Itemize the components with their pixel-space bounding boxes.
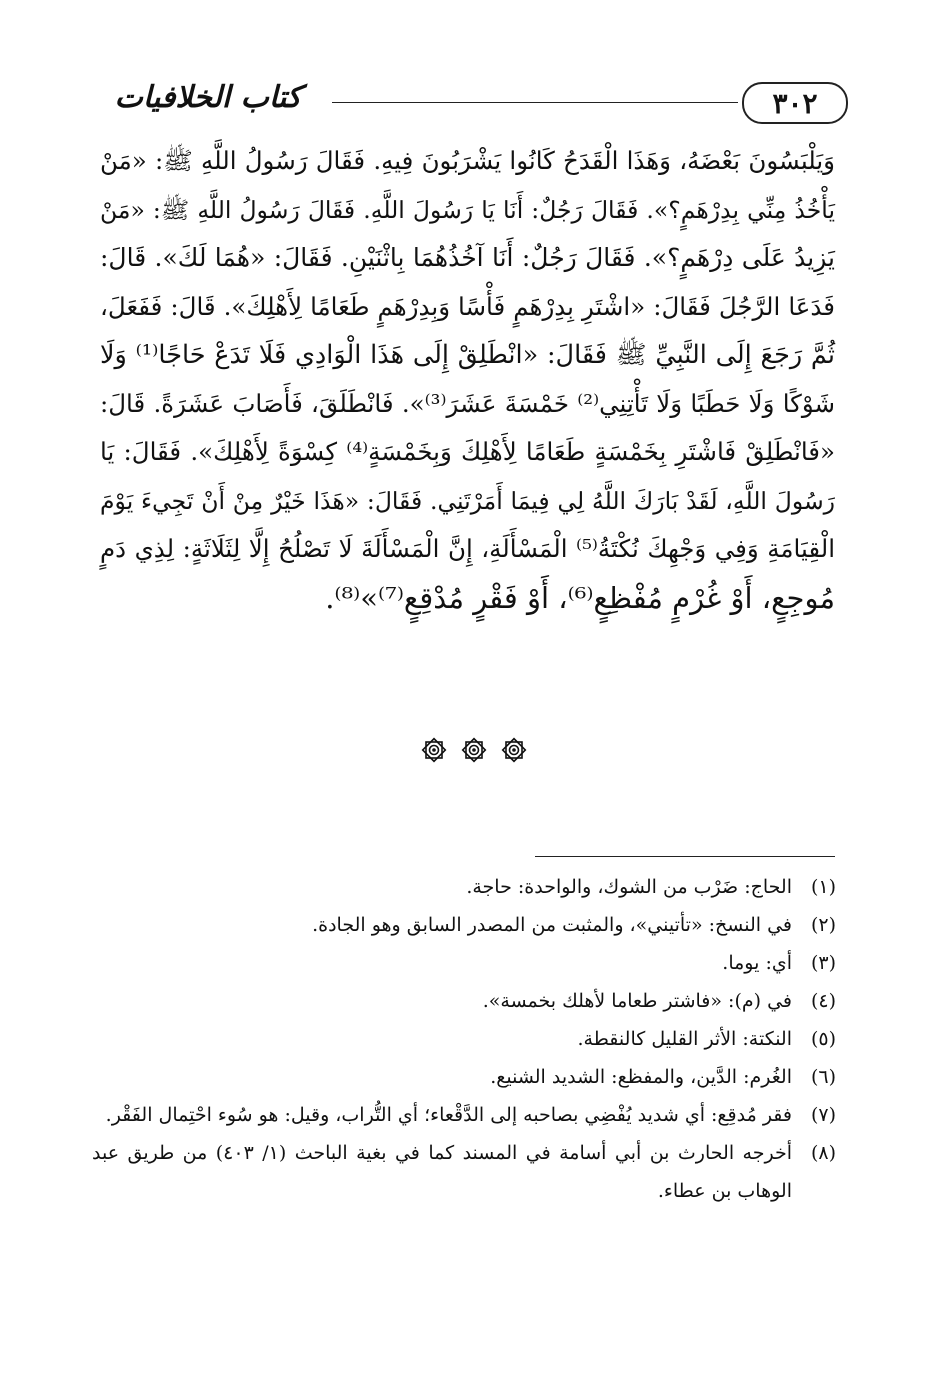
footnote-text: في (م): «فاشتر طعاما لأهلك بخمسة». [482,990,792,1012]
footnote-number: (٥) [810,1028,836,1050]
footnote-item [92,982,836,1020]
page-header [92,78,848,126]
footnote-rule [535,856,835,857]
footnote-item [92,1096,836,1134]
text-line: يَزِيدُ عَلَى دِرْهَمٍ؟». فَقَالَ رَجُلٌ: أَنَا آخُذُهُمَا بِاثْنَيْنِ. فَقَالَ: «هُمَا لَكَ». قَالَ: [100,243,835,272]
footnote-number: (٣) [810,952,836,974]
footnotes [92,868,836,1210]
footnote-number: (٦) [810,1066,836,1088]
text-line: يَأْخُذُ مِنِّي بِدِرْهَمٍ؟». فَقَالَ رَجُلٌ: أَنَا يَا رَسُولَ اللَّهِ. فَقَالَ رَسُولُ اللَّهِ ﷺ: «مَنْ [100,195,835,224]
footnote-item [92,1134,836,1210]
footnote-number: (٨) [810,1142,836,1164]
text-line: رَسُولَ اللَّهِ، لَقَدْ بَارَكَ اللَّهُ لِي فِيمَا أَمَرْتَنِي. فَقَالَ: «هَذَا خَيْرٌ مِنْ أَنْ تَجِيءَ يَوْمَ [100,486,835,515]
footnote-item [92,944,836,982]
page-number-badge [742,82,848,124]
ornament-icon [420,736,448,764]
footnote-item [92,906,836,944]
footnote-item [92,868,836,906]
footnote-number: (٧) [810,1104,836,1126]
text-line: شَوْكًا وَلَا حَطَبًا وَلَا تَأْتِنِي⁽²⁾ خَمْسَةَ عَشَرَ⁽³⁾». فَانْطَلَقَ، فَأَصَابَ عَشَرَةً. قَالَ: [100,388,836,418]
ornament-icon [460,736,488,764]
text-line: فَدَعَا الرَّجُلَ فَقَالَ: «اشْتَرِ بِدِرْهَمٍ فَأْسًا وَبِدِرْهَمٍ طَعَامًا لِأَهْلِكَ». قَالَ: فَفَعَلَ، [100,291,835,321]
main-text [100,137,835,622]
footnote-number: (١) [810,876,836,898]
footnote-text: النكتة: الأثر القليل كالنقطة. [577,1028,792,1050]
footnote-text: الغُرم: الدَّين، والمفظع: الشديد الشنيع. [490,1066,792,1088]
footnote-number: (٢) [810,914,836,936]
footnote-text: الحاج: ضَرْب من الشوك، والواحدة: حاجة. [466,876,792,898]
footnote-text: فقر مُدقِع: أي شديد يُفْضِي بصاحبه إلى الدَّقْعاء؛ أي التُّراب، وقيل: هو سُوء احْتِمال الفَقْر. [105,1104,792,1126]
ornament-icon [500,736,528,764]
section-separator [0,736,947,764]
page-number: ٣٠٢ [772,86,818,120]
text-line: «فَانْطَلِقْ فَاشْتَرِ بِخَمْسَةٍ طَعَامًا لِأَهْلِكَ وَبِخَمْسَةٍ⁽⁴⁾ كِسْوَةً لِأَهْلِكَ». فَقَالَ: يَا [100,437,835,466]
text-line: مُوجِعٍ، أَوْ غُرْمٍ مُفْظِعٍ⁽⁶⁾، أَوْ فَقْرٍ مُدْقِعٍ⁽⁷⁾»⁽⁸⁾. [325,580,835,615]
footnote-number: (٤) [810,990,836,1012]
text-line: ثُمَّ رَجَعَ إِلَى النَّبِيِّ ﷺ فَقَالَ: «انْطَلِقْ إِلَى هَذَا الْوَادِي فَلَا تَدَعْ حَاجًا⁽¹⁾ وَلَا [100,340,836,370]
book-title: كتاب الخلافيات [114,80,302,115]
footnote-text: أخرجه الحارث بن أبي أسامة في المسند كما في بغية الباحث (١/ ٤٠٣) من طريق عبد الوهاب بن عطاء. [92,1142,792,1202]
footnote-item [92,1058,836,1096]
footnote-item [92,1020,836,1058]
header-rule [332,102,738,103]
text-line: وَيَلْبَسُونَ بَعْضَهُ، وَهَذَا الْقَدَحُ كَانُوا يَشْرَبُونَ فِيهِ. فَقَالَ رَسُولُ اللَّهِ ﷺ: «مَنْ [100,146,835,175]
footnote-text: في النسخ: «تأتيني»، والمثبت من المصدر السابق وهو الجادة. [312,914,792,936]
footnote-text: أي: يوما. [722,952,792,974]
text-line: الْقِيَامَةِ وَفِي وَجْهِكَ نُكْتَةُ⁽⁵⁾ الْمَسْأَلَةِ، إِنَّ الْمَسْأَلَةَ لَا تَصْلُحُ إِلَّا لِثَلَاثَةٍ: لِذِي دَمٍ [100,534,836,563]
